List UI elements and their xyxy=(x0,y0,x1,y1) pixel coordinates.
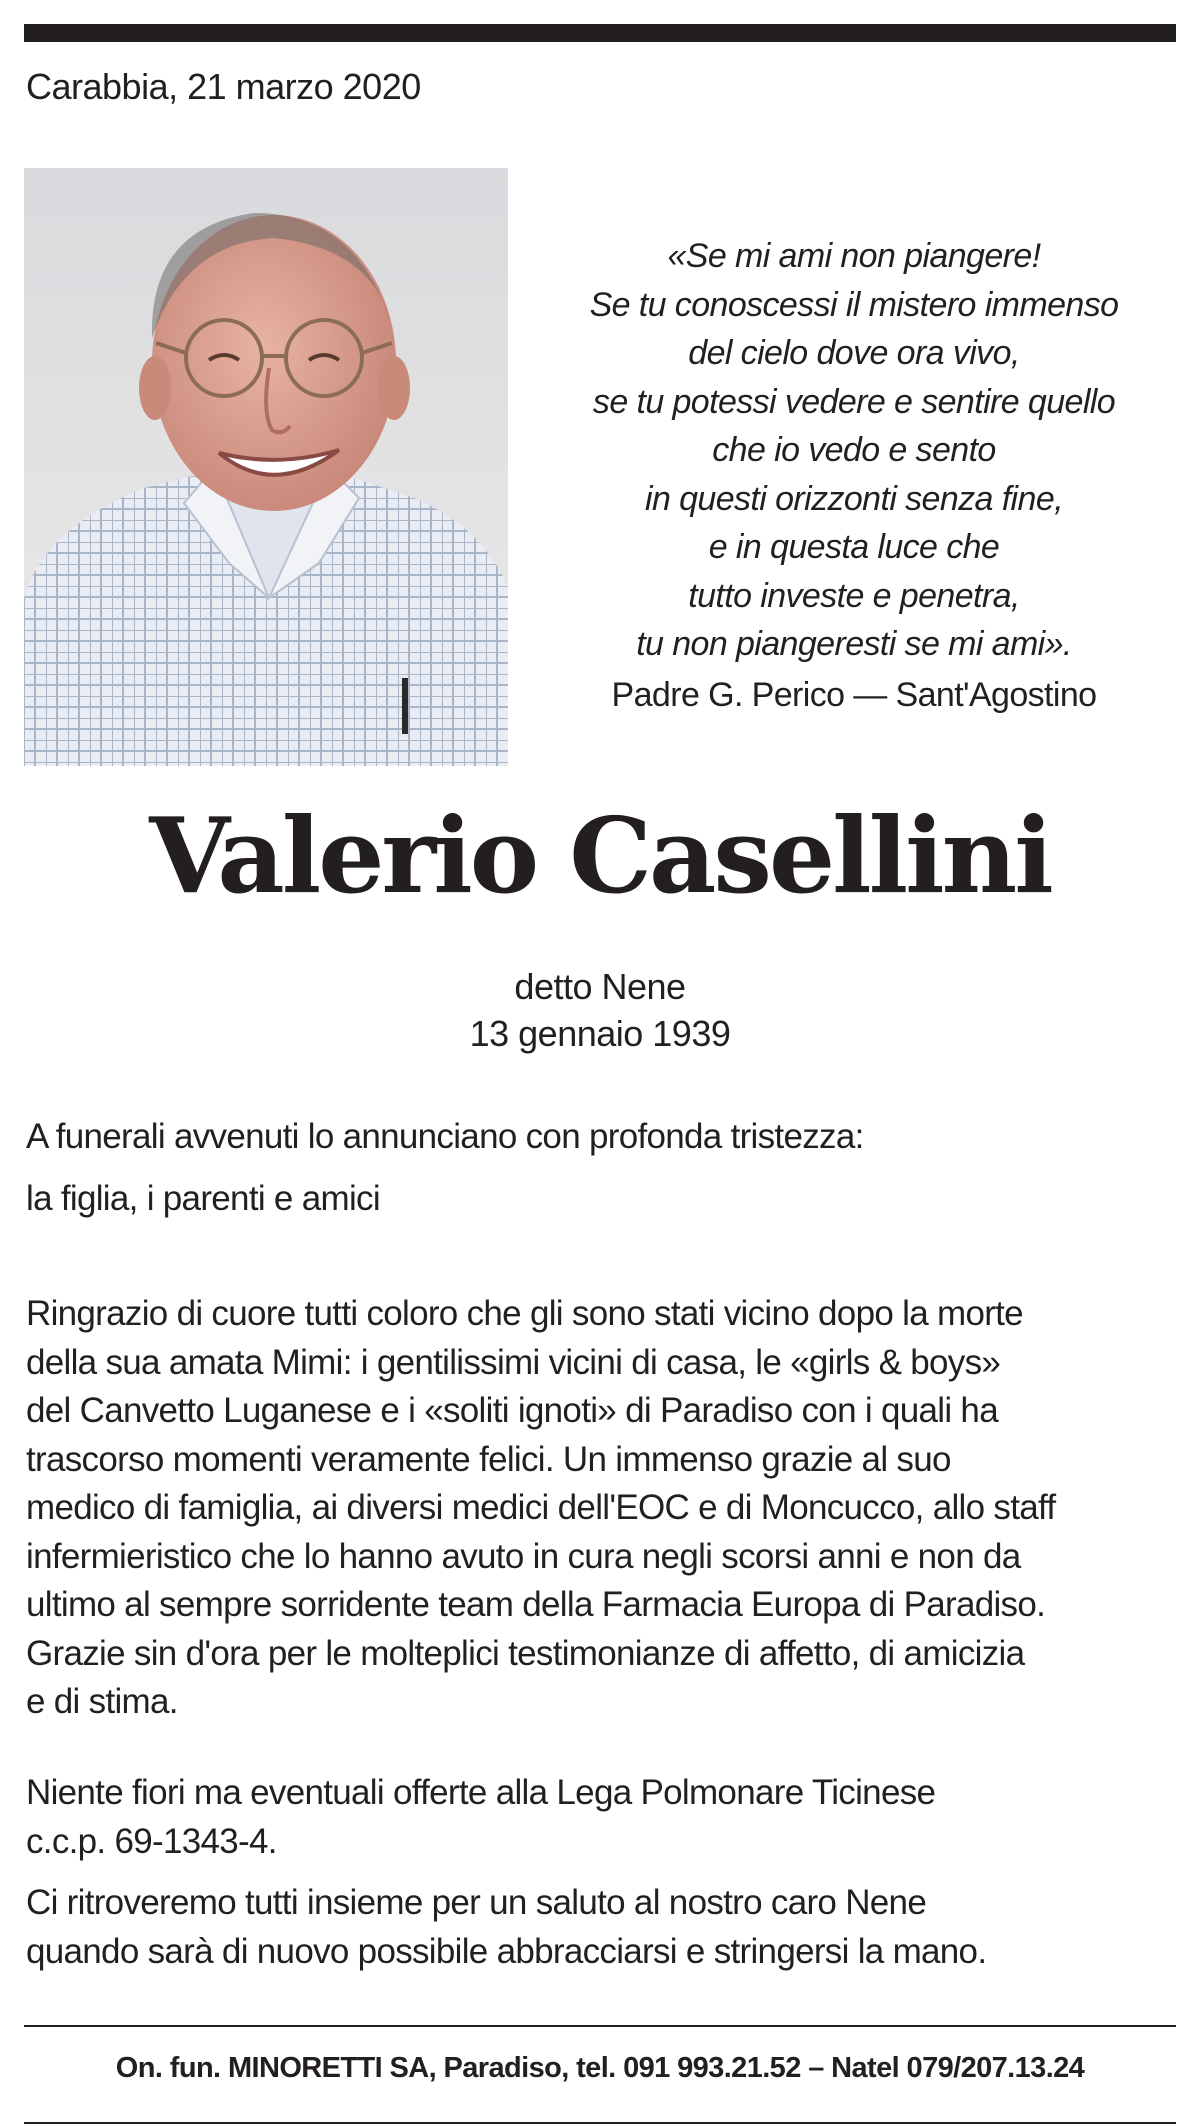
quote-line: tu non piangeresti se mi ami». xyxy=(636,625,1072,663)
funeral-home-contact: On. fun. MINORETTI SA, Paradiso, tel. 091 993.21.52 – Natel 079/207.13.24 xyxy=(115,2052,1085,2084)
thanks-line: Grazie sin d'ora per le molteplici testimonianze di affetto, di amicizia xyxy=(26,1633,1025,1673)
quote-line: Se tu conoscessi il mistero immenso xyxy=(589,285,1119,324)
thanks-line: medico di famiglia, ai diversi medici dell'EOC e di Moncucco, allo staff xyxy=(26,1488,1056,1527)
footer-divider-top xyxy=(24,2025,1176,2027)
thanks-line: del Canvetto Luganese e i «soliti ignoti» di Paradiso con i quali ha xyxy=(26,1391,998,1430)
donation-paragraph xyxy=(26,1769,1176,1866)
announcement-family: la figlia, i parenti e amici xyxy=(26,1179,380,1218)
quote-line: che io vedo e sento xyxy=(712,431,996,469)
top-rule xyxy=(24,24,1176,42)
thanks-line: trascorso momenti veramente felici. Un immenso grazie al suo xyxy=(26,1439,951,1479)
reunion-line: Ci ritroveremo tutti insieme per un saluto al nostro caro Nene xyxy=(26,1883,927,1922)
thanks-line: infermieristico che lo hanno avuto in cura negli scorsi anni e non da xyxy=(26,1536,1021,1576)
donation-line: Niente fiori ma eventuali offerte alla Lega Polmonare Ticinese xyxy=(26,1773,936,1812)
quote-attribution: Padre G. Perico — Sant'Agostino xyxy=(611,676,1097,714)
quote-line: e in questa luce che xyxy=(708,528,1000,566)
memorial-quote xyxy=(540,232,1168,669)
reunion-paragraph xyxy=(26,1879,1176,1976)
announcement-line: A funerali avvenuti lo annunciano con profonda tristezza: xyxy=(26,1117,864,1156)
thanks-paragraph xyxy=(26,1290,1176,1727)
portrait-photo xyxy=(24,168,508,766)
reunion-line: quando sarà di nuovo possibile abbracciarsi e stringersi la mano. xyxy=(26,1931,987,1971)
quote-line: tutto investe e penetra, xyxy=(688,576,1020,615)
thanks-line: e di stima. xyxy=(26,1682,178,1721)
footer-divider-bottom xyxy=(24,2122,1176,2124)
donation-account: c.c.p. 69-1343-4. xyxy=(26,1821,277,1861)
birth-date: 13 gennaio 1939 xyxy=(469,1013,731,1054)
thanks-line: della sua amata Mimi: i gentilissimi vicini di casa, le «girls & boys» xyxy=(26,1342,1001,1382)
deceased-name: Valerio Casellini xyxy=(149,794,1051,917)
deceased-nickname: detto Nene xyxy=(514,966,686,1007)
thanks-line: Ringrazio di cuore tutti coloro che gli sono stati vicino dopo la morte xyxy=(26,1294,1023,1333)
thanks-line: ultimo al sempre sorridente team della Farmacia Europa di Paradiso. xyxy=(26,1585,1046,1624)
place-date: Carabbia, 21 marzo 2020 xyxy=(26,66,421,107)
quote-line: in questi orizzonti senza fine, xyxy=(645,479,1063,518)
quote-line: «Se mi ami non piangere! xyxy=(667,237,1041,275)
quote-line: del cielo dove ora vivo, xyxy=(688,334,1020,372)
quote-line: se tu potessi vedere e sentire quello xyxy=(592,382,1116,421)
